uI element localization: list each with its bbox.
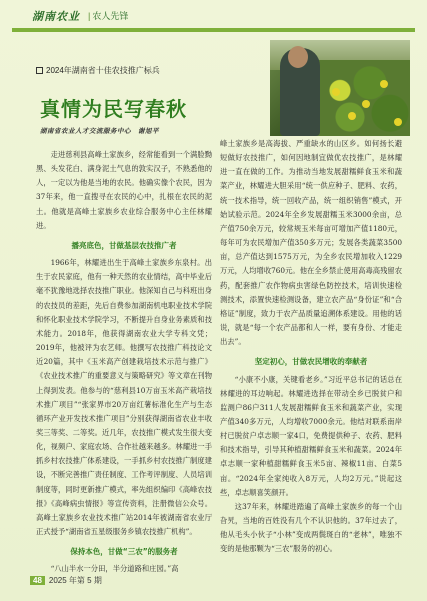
portrait-photo — [270, 40, 410, 136]
checkbox-square-icon — [36, 67, 43, 74]
paragraph-1: 1966年，林耀进出生于高峰土家族乡东泉村。出生于农民家庭，他有一种天然的农业情结，高中毕业后毫不犹豫地选择农技推广职业。他深知自己与科班出身的农技员的差距，先后自费参加湖南机电职业技术学院和怀化职业技术学院学习，不断提升自身业务素质和技术能力。2018年，他获得湖南农业大学专科文凭；2019年，他被评为农艺师。他撰写农技推广科技论文近20篇，其中《玉米高产创建栽培技术示范与推广》《农业技术推广的重要意义与策略研究》等文章在刊物上得到发表。他参与的“慈利县10万亩玉米高产栽培技术推广项目”“张家界市20万亩红薯标准化生产与生态循环产业开发技术推广项目”分别获得湖南省农业丰收奖三等奖、二等奖。近几年，农技推广模式发生很大变化，视频户、家庭农场、合作社越来越多。林耀进一手抓乡村农技推广体系建设，一手抓乡村农技推广制度建设，不断完善推广责任制度、工作考评制度、人员培训制度等，同时更新推广模式，率先组织编印《高峰农技报》《高峰病虫情报》等宣传资料，注册微信公众号。高峰土家族乡农业技术推广站2014年被湖南省农业厅正式授予“湖南省五星级服务乡镇农技推广机构”。 — [36, 258, 212, 537]
subheading-3: 坚定初心，甘做农民增收的奉献者 — [254, 357, 368, 367]
section-tag: | 农人先锋 — [88, 11, 129, 21]
page-header — [0, 0, 427, 38]
paragraph-3: 峰土家族乡是高海拔、严重缺水的山区乡。如何扬长避短做好农技推广，如何因地制宜做优农技推广，是林耀进一直在做的工作。为推动当地发展甜糯鲜食玉米和蔬菜产业，林耀进大胆采用“统一供应种子、肥料、农药，统一技术指导，统一回收产品，统一组织销售”模式，开始试验示范。2024年全乡发展甜糯玉米3000余亩，总产值750余万元，较常规玉米每亩可增加产值1180元，每年可为农民增加产值350多万元；发展各类蔬菜3500亩，总产值达到1575万元，为全乡农民增加收入1229万元，人均增收760元。他在全乡禁止使用高毒高残留农药，配套推广农作物病虫害绿色防控技术，培训快速检测技术，添置快速检测设备，建立农产品“身份证”和“合格证”制度，致力于农产品质量追溯体系建设。用他的话说，就是“每一个农产品都和人一样，要有身份、才能走出去”。 — [220, 139, 402, 347]
paragraph-4: “小康不小康，关键看老乡。”习近平总书记的话总在林耀进的耳边响起。林耀进选择在带动全乡已脱贫户和监测户86户311人发展甜糯鲜食玉米和蔬菜产业，实现产值340多万元，人均增收7000余元。他结对联系南岸村已脱贫户卓志顺一家4口，免费提供种子、农药、肥料和技术指导，引导其种植甜糯鲜食玉米和蔬菜。2024年卓志顺一家种植甜糯鲜食玉米5亩、辣椒11亩、白菜5亩。“2024年全家纯收入8万元，人均2万元。”说起这些，卓志顺喜笑颜开。 — [220, 374, 402, 497]
topic-text: 2024年湖南省十佳农技推广标兵 — [46, 66, 160, 75]
intro-paragraph: 走进慈利县高峰土家族乡，经常能看到一个满脸黝黑、头发花白、满身泥土气息的敦实汉子，不熟悉他的人，一定以为他是当地的农民。他确实像个农民，因为37年来，他一直搜寻在农民的心中，扎根在农民的泥土。他就是高峰土家族乡农业综合服务中心主任林耀进。 — [36, 150, 212, 230]
right-column — [220, 137, 402, 557]
section-label: 农人先锋 — [92, 11, 129, 21]
issue-label: 2025 年第 5 期 — [48, 576, 102, 585]
subheading-1: 播亮底色，甘做基层农技推广者 — [71, 240, 177, 250]
article-title: 真情为民写春秋 — [40, 97, 187, 121]
paragraph-5: 这37年来，林耀进踏遍了高峰土家族乡的每一个山旮旯，当地的百姓没有几个不认识他的。37年过去了，他从毛头小伙子“小林”变成两鬓斑白的“老林”，唯独不变的是他那颗为“三农”服务的初心。 — [220, 501, 402, 554]
header-divider — [12, 28, 415, 32]
author-line: 湖南省农业人才交流服务中心 谢旭平 — [40, 127, 159, 135]
topic-label — [36, 65, 160, 76]
left-column — [36, 148, 212, 577]
page-number: 48 — [30, 576, 45, 585]
subheading-2: 保持本色，甘做“三农”的服务者 — [70, 547, 178, 557]
magazine-name: 湖南农业 — [32, 10, 80, 23]
page-footer — [30, 575, 102, 586]
paragraph-2: “八山半水一分田，半分道路和庄园。”高 — [50, 564, 179, 574]
